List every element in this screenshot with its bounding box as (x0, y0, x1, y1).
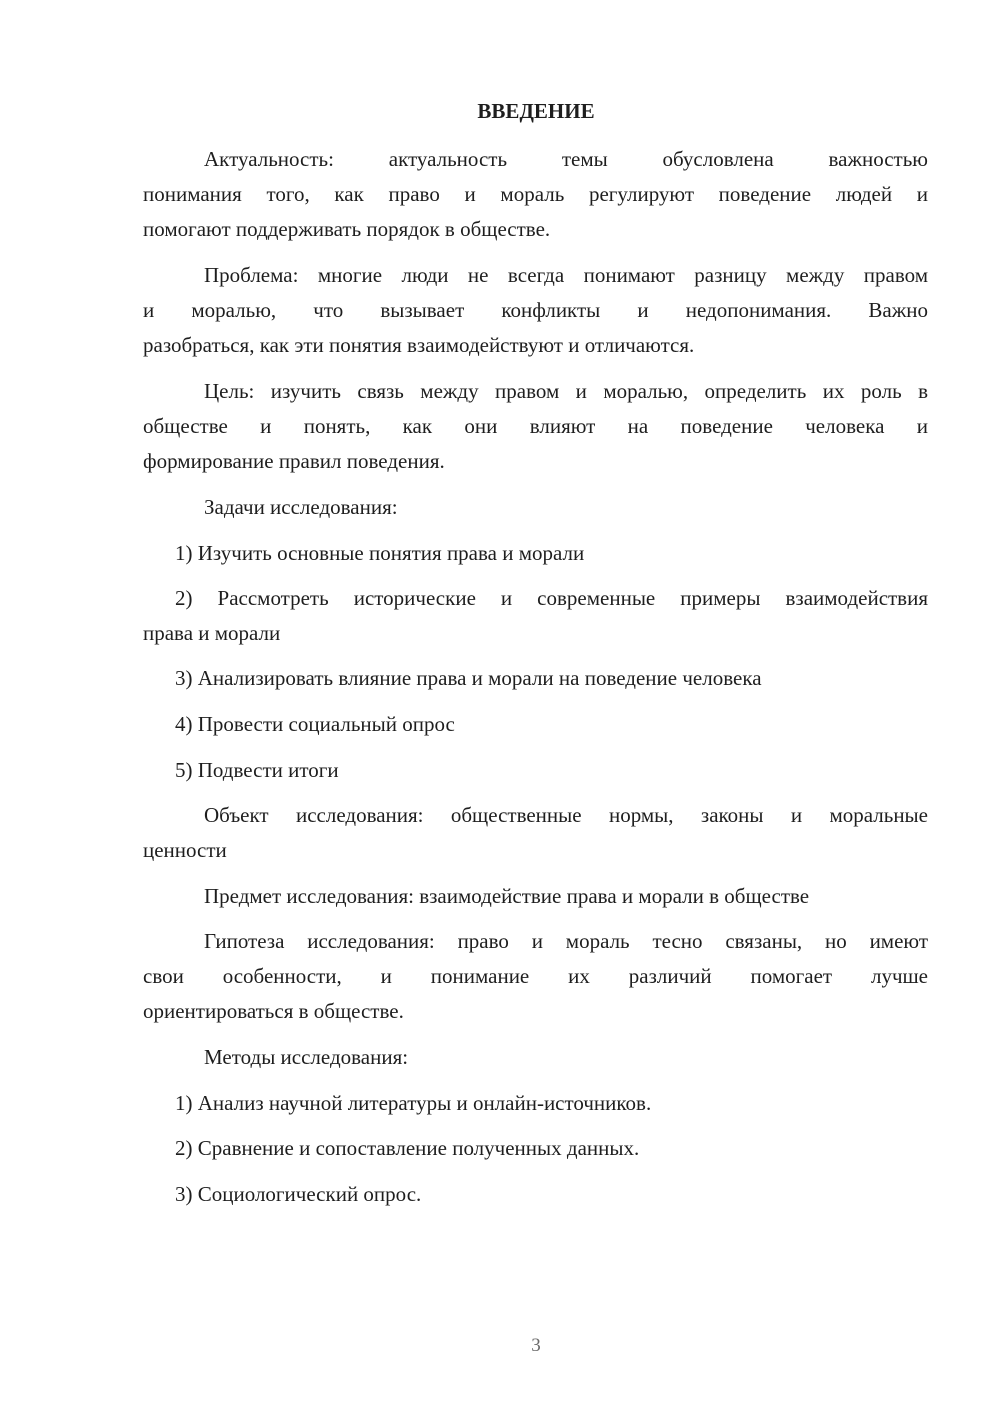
goal-line-2: обществе и понять, как они влияют на поведение человека и (143, 414, 928, 438)
task-item-1: 1) Изучить основные понятия права и морали (175, 541, 585, 565)
task-item-5: 5) Подвести итоги (175, 758, 339, 782)
problem-line-1: Проблема: многие люди не всегда понимают разницу между правом (204, 263, 928, 287)
section-title: ВВЕДЕНИЕ (477, 99, 595, 123)
relevance-line-3: помогают поддерживать порядок в обществе. (143, 217, 551, 241)
tasks-heading: Задачи исследования: (204, 495, 398, 519)
object-line-2: ценности (143, 838, 227, 862)
method-item-2: 2) Сравнение и сопоставление полученных данных. (175, 1136, 640, 1160)
method-item-3: 3) Социологический опрос. (175, 1182, 422, 1206)
problem-line-3: разобраться, как эти понятия взаимодействуют и отличаются. (143, 333, 695, 357)
methods-heading: Методы исследования: (204, 1045, 409, 1069)
task-item-2-continuation: права и морали (143, 621, 281, 645)
hypothesis-line-3: ориентироваться в обществе. (143, 999, 404, 1023)
problem-line-2: и моралью, что вызывает конфликты и недопонимания. Важно (143, 298, 928, 322)
relevance-line-2: понимания того, как право и мораль регулируют поведение людей и (143, 182, 928, 206)
task-item-3: 3) Анализировать влияние права и морали на поведение человека (175, 666, 762, 690)
object-line-1: Объект исследования: общественные нормы, законы и моральные (204, 803, 928, 827)
task-item-4: 4) Провести социальный опрос (175, 712, 455, 736)
goal-line-1: Цель: изучить связь между правом и моралью, определить их роль в (204, 379, 928, 403)
task-item-2: 2) Рассмотреть исторические и современные примеры взаимодействия (175, 586, 928, 610)
method-item-1: 1) Анализ научной литературы и онлайн-источников. (175, 1091, 652, 1115)
relevance-line-1: Актуальность: актуальность темы обусловлена важностью (204, 147, 928, 171)
goal-line-3: формирование правил поведения. (143, 449, 445, 473)
hypothesis-line-2: свои особенности, и понимание их различий помогает лучше (143, 964, 928, 988)
page-number: 3 (531, 1335, 541, 1356)
hypothesis-line-1: Гипотеза исследования: право и мораль тесно связаны, но имеют (204, 929, 928, 953)
subject-line: Предмет исследования: взаимодействие права и морали в обществе (204, 884, 810, 908)
